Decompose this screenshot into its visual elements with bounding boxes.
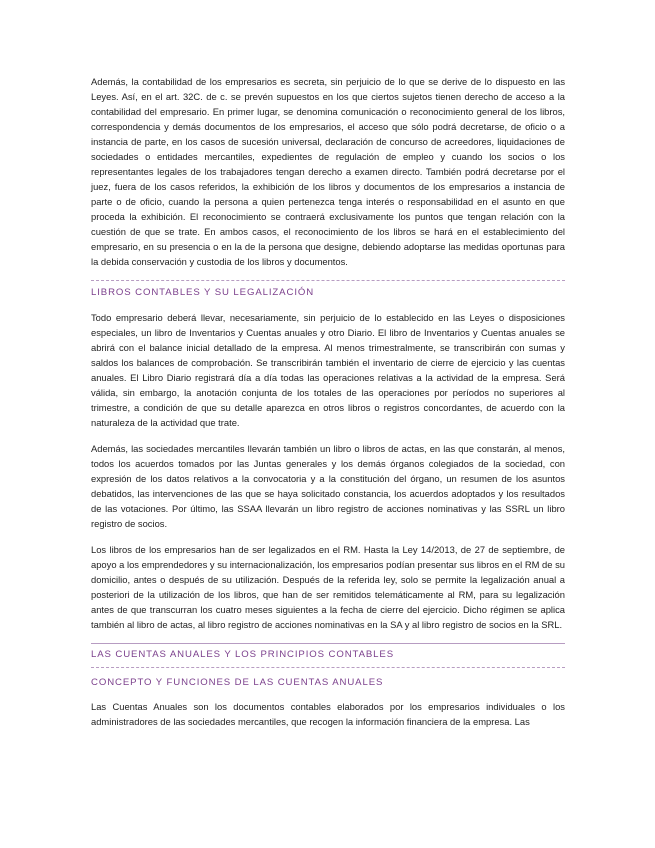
paragraph-libros-actas: Además, las sociedades mercantiles llevarán también un libro o libros de actas, en las que constarán, al menos, todos los acuerdos tomados por las Juntas generales y los demás órganos colegiados de la sociedad, con expresión de los datos relativos a la convocatoria y a la constitución del órgano, un resumen de los asuntos debatidos, las intervenciones de las que se haya solicitado constancia, los acuerdos adoptados y los resultados de las votaciones. Por último, las SSAA llevarán un libro registro de acciones nominativas y las SSRL un libro registro de socios. — [91, 443, 565, 529]
section-heading-libros-contables: LIBROS CONTABLES Y SU LEGALIZACIÓN — [91, 280, 565, 304]
paragraph-libros-obligatorios: Todo empresario deberá llevar, necesariamente, sin perjuicio de lo establecido en las Leyes o disposiciones especiales, un libro de Inventarios y Cuentas anuales y otro Diario. El libro de Inventarios y Cuentas anuales se abrirá con el balance inicial detallado de la empresa. Al menos trimestralmente, se transcribirán con sumas y saldos los balances de comprobación. Se transcribirán también el inventario de cierre de ejercicio y las cuentas anuales. El Libro Diario registrará día a día todas las operaciones relativas a la actividad de la empresa. Será válida, sin embargo, la anotación conjunta de los totales de las operaciones por períodos no superiores al trimestre, a condición de que su detalle aparezca en otros libros o registros concordantes, de acuerdo con la naturaleza de la actividad que trate. — [91, 312, 565, 428]
section-heading-concepto-funciones: CONCEPTO Y FUNCIONES DE LAS CUENTAS ANUALES — [91, 677, 384, 688]
paragraph-contabilidad-secreta: Además, la contabilidad de los empresarios es secreta, sin perjuicio de lo que se derive de lo dispuesto en las Leyes. Así, en el art. 32C. de c. se prevén supuestos en los que ciertos sujetos tienen derecho de acceso a la contabilidad del empresario. En primer lugar, se denomina comunicación o reconocimiento general de los libros, correspondencia y demás documentos de los empresarios, el acceso que sólo podrá decretarse, de oficio o a instancia de parte, en los casos de sucesión universal, declaración de concurso de acreedores, liquidaciones de sociedades o entidades mercantiles, expedientes de regulación de empleo y cuando los socios o los representantes legales de los trabajadores tengan derecho a examen directo. También podrá decretarse por el juez, fuera de los casos referidos, la exhibición de los libros y documentos de los empresarios a instancia de parte o de oficio, cuando la persona a quien pertenezca tenga interés o responsabilidad en el asunto en que proceda la exhibición. El reconocimiento se contraerá exclusivamente los puntos que tengan relación con la cuestión de que se trate. En ambos casos, el reconocimiento de los libros se hará en el establecimiento del empresario, en su presencia o en la de la persona que designe, debiendo adoptarse las medidas oportunas para la debida conservación y custodia de los libros y documentos. — [91, 76, 565, 267]
paragraph-legalizacion: Los libros de los empresarios han de ser legalizados en el RM. Hasta la Ley 14/2013, de 27 de septiembre, de apoyo a los emprendedores y su internacionalización, los empresarios podían presentar sus libros en el RM de su domicilio, antes o después de su utilización. Después de la referida ley, solo se permite la legalización anual a posteriori de la utilización de los libros, que han de ser remitidos telemáticamente al RM, para su legalización antes de que transcurran los cuatro meses siguientes a la fecha de cierre del ejercicio. Dicho régimen se aplica también al libro de actas, al libro registro de acciones nominativas en la SA y al libro registro de socios en la SRL. — [91, 544, 565, 630]
chapter-heading-cuentas-anuales: LAS CUENTAS ANUALES Y LOS PRINCIPIOS CONTABLES — [91, 643, 565, 668]
paragraph-cuentas-anuales-intro: Las Cuentas Anuales son los documentos contables elaborados por los empresarios individuales o los administradores de las sociedades mercantiles, que recogen la información financiera de la empresa. Las — [91, 701, 565, 727]
